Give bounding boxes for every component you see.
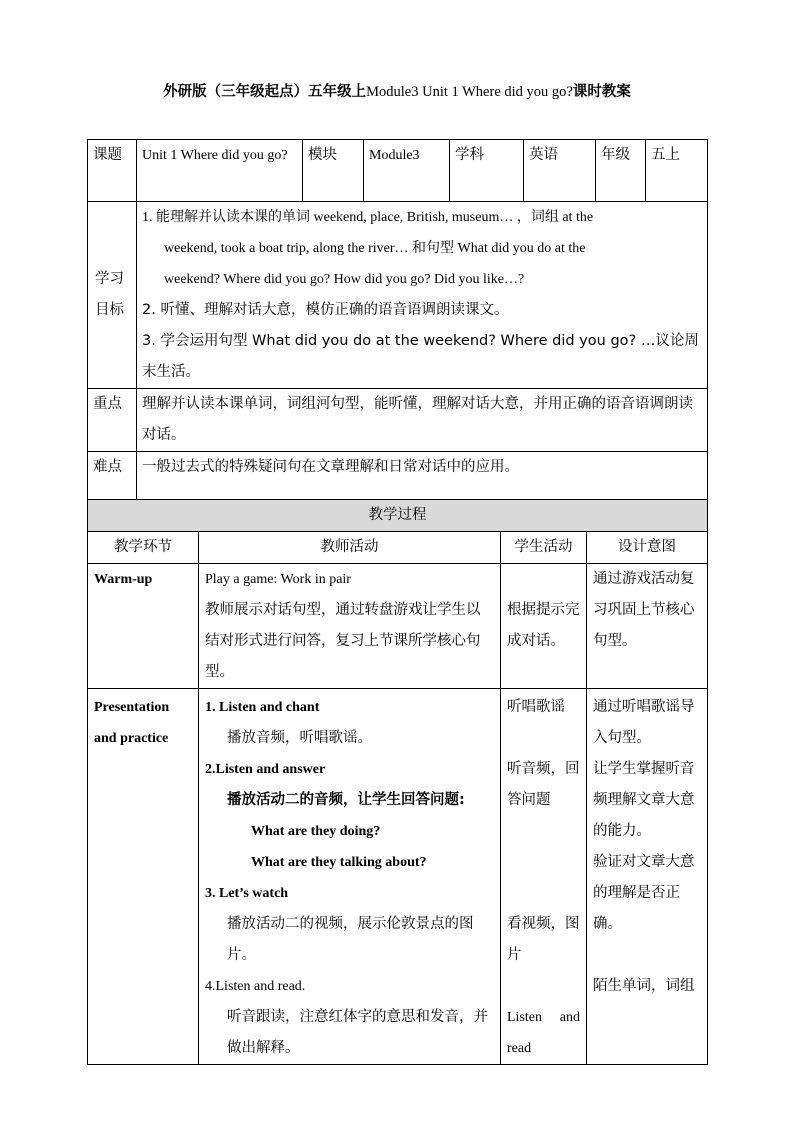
key-value: 理解并认读本课单词，词组河句型，能听懂，理解对话大意，并用正确的语音语调朗读对话。 [137,389,708,452]
process-banner: 教学过程 [88,500,708,532]
presentation-intent [587,689,708,1065]
warmup-activity-title: Play a game: Work in pair [205,572,351,587]
question: What are they doing? [251,824,381,839]
presentation-phase-line: and practice [94,731,169,746]
student-activity: 听唱歌谣 [507,699,565,715]
goals-label: 学习目标 [88,202,137,389]
step-desc: 播放活动二的视频，展示伦敦景点的图片。 [227,916,474,963]
difficulty-label: 难点 [88,452,137,501]
document-title [0,80,794,101]
student-activity: read [507,1041,532,1056]
step-title: 4.Listen and read. [205,979,306,994]
step-desc: 播放活动二的音频，让学生回答问题: [227,792,465,808]
module-label: 模块 [303,140,364,202]
header-phase: 教学环节 [88,532,199,564]
warmup-teacher [199,564,501,689]
presentation-student [501,689,587,1065]
topic-label: 课题 [88,140,137,202]
step-desc: 听音跟读，注意红体字的意思和发音，并做出解释。 [227,1009,488,1056]
presentation-phase-line: Presentation [94,700,170,715]
goal-line: 2. 听懂、理解对话大意，模仿正确的语音语调朗读课文。 [142,302,509,318]
goals-list [137,202,708,389]
warmup-student: 根据提示完成对话。 [501,564,587,689]
presentation-phase [88,689,199,1065]
step-title: 1. Listen and chant [205,700,320,715]
step-desc: 播放音频，听唱歌谣。 [227,730,372,746]
warmup-activity-desc: 教师展示对话句型，通过转盘游戏让学生以结对形式进行问答，复习上节课所学核心句型。 [205,602,481,680]
subject-label: 学科 [450,140,524,202]
student-activity-word: Listen [507,1010,542,1025]
student-activity-word: and [559,1010,580,1025]
grade-label: 年级 [596,140,646,202]
student-activity [507,1002,580,1033]
module-value: Module3 [364,140,450,202]
difficulty-value: 一般过去式的特殊疑问句在文章理解和日常对话中的应用。 [137,452,708,501]
question: What are they talking about? [251,855,427,870]
warmup-phase: Warm-up [88,564,199,689]
lesson-info-table [87,139,708,501]
student-activity: 听音频，回答问题 [507,761,580,808]
design-intent: 让学生掌握听音频理解文章大意的能力。 [593,761,695,839]
subject-value: 英语 [524,140,596,202]
header-teacher: 教师活动 [199,532,501,564]
topic-value: Unit 1 Where did you go? [137,140,303,202]
title-suffix: 课时教案 [572,84,631,100]
teaching-process-table [87,499,708,1065]
goal-line: 1. 能理解并认读本课的单词 weekend, place, British, museum… ，词组 at the [142,210,594,225]
presentation-teacher [199,689,501,1065]
goal-line: weekend, took a boat trip, along the river… 和句型 What did you do at the [164,241,586,256]
warmup-intent: 通过游戏活动复习巩固上节核心句型。 [587,564,708,689]
header-intent: 设计意图 [587,532,708,564]
grade-value: 五上 [646,140,708,202]
title-latin: Module3 Unit 1 Where did you go? [366,84,573,100]
step-title: 3. Let’s watch [205,886,289,901]
goal-line: weekend? Where did you go? How did you go? Did you like…? [164,272,525,287]
step-title: 2.Listen and answer [205,762,326,777]
design-intent: 陌生单词，词组 [593,978,695,994]
title-prefix: 外研版（三年级起点）五年级上 [163,84,367,100]
header-student: 学生活动 [501,532,587,564]
goal-line: 3. 学会运用句型 What did you do at the weekend? Where did you go? …议论周末生活。 [142,333,699,380]
design-intent: 通过听唱歌谣导入句型。 [593,699,695,746]
student-activity: 看视频，图片 [507,916,580,963]
key-label: 重点 [88,389,137,452]
design-intent: 验证对文章大意的理解是否正确。 [593,854,695,932]
